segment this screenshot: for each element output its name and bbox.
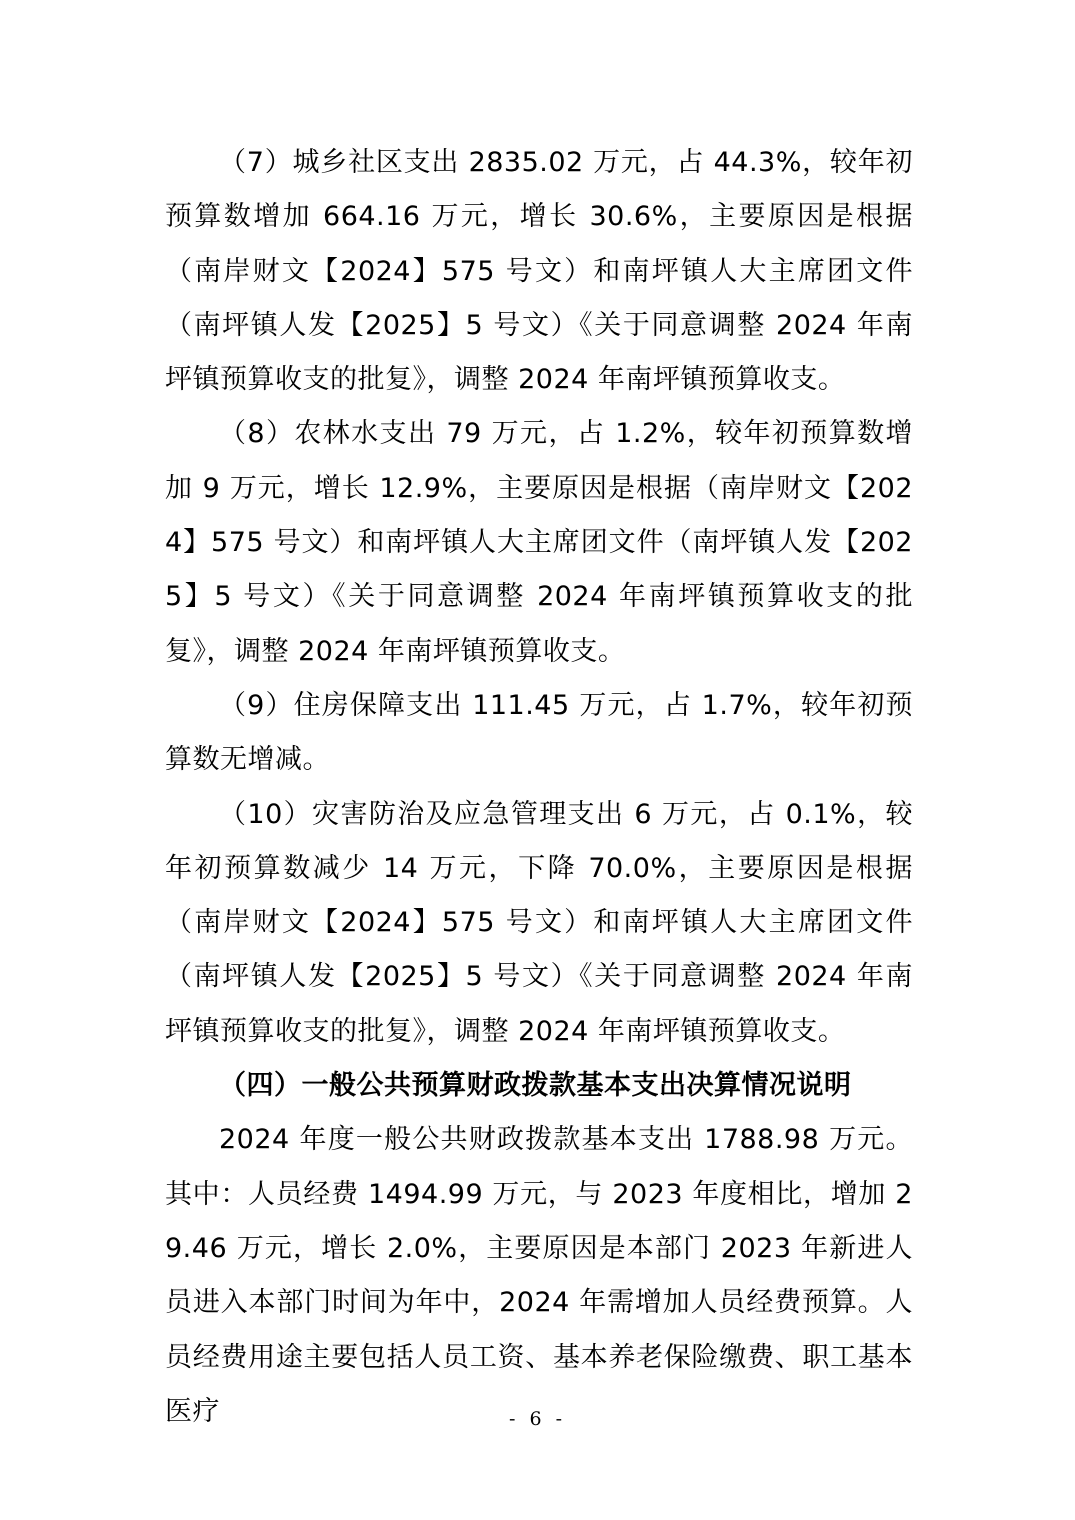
paragraph-basic-expenditure: 2024 年度一般公共财政拨款基本支出 1788.98 万元。其中：人员经费 1494.99 万元，与 2023 年度相比，增加 29.46 万元，增长 2.0%，主要原因是本部门 2023 年新进人员进入本部门时间为年中，2024 年需增加人员经费预算。人员经费用途主要包括人员工资、基本养老保险缴费、职工基本医疗 <box>165 1124 913 1427</box>
section-heading: （四）一般公共预算财政拨款基本支出决算情况说明 <box>219 1070 852 1102</box>
paragraph-housing-expenditure: （9）住房保障支出 111.45 万元，占 1.7%，较年初预算数无增减。 <box>165 689 913 776</box>
paragraph-agriculture-expenditure: （8）农林水支出 79 万元，占 1.2%，较年初预算数增加 9 万元，增长 12.9%，主要原因是根据（南岸财文【2024】575 号文）和南坪镇人大主席团文件（南坪镇人发【2025】5 号文）《关于同意调整 2024 年南坪镇预算收支的批复》，调整 2024 年南坪镇预算收支。 <box>165 418 913 667</box>
paragraph-community-expenditure: （7）城乡社区支出 2835.02 万元，占 44.3%，较年初预算数增加 664.16 万元，增长 30.6%，主要原因是根据（南岸财文【2024】575 号文）和南坪镇人大主席团文件（南坪镇人发【2025】5 号文）《关于同意调整 2024 年南坪镇预算收支的批复》，调整 2024 年南坪镇预算收支。 <box>165 147 913 396</box>
document-body <box>165 136 913 1439</box>
page-number: - 6 - <box>508 1408 566 1430</box>
paragraph-disaster-expenditure: （10）灾害防治及应急管理支出 6 万元，占 0.1%，较年初预算数减少 14 万元，下降 70.0%，主要原因是根据（南岸财文【2024】575 号文）和南坪镇人大主席团文件（南坪镇人发【2025】5 号文）《关于同意调整 2024 年南坪镇预算收支的批复》，调整 2024 年南坪镇预算收支。 <box>165 798 913 1047</box>
